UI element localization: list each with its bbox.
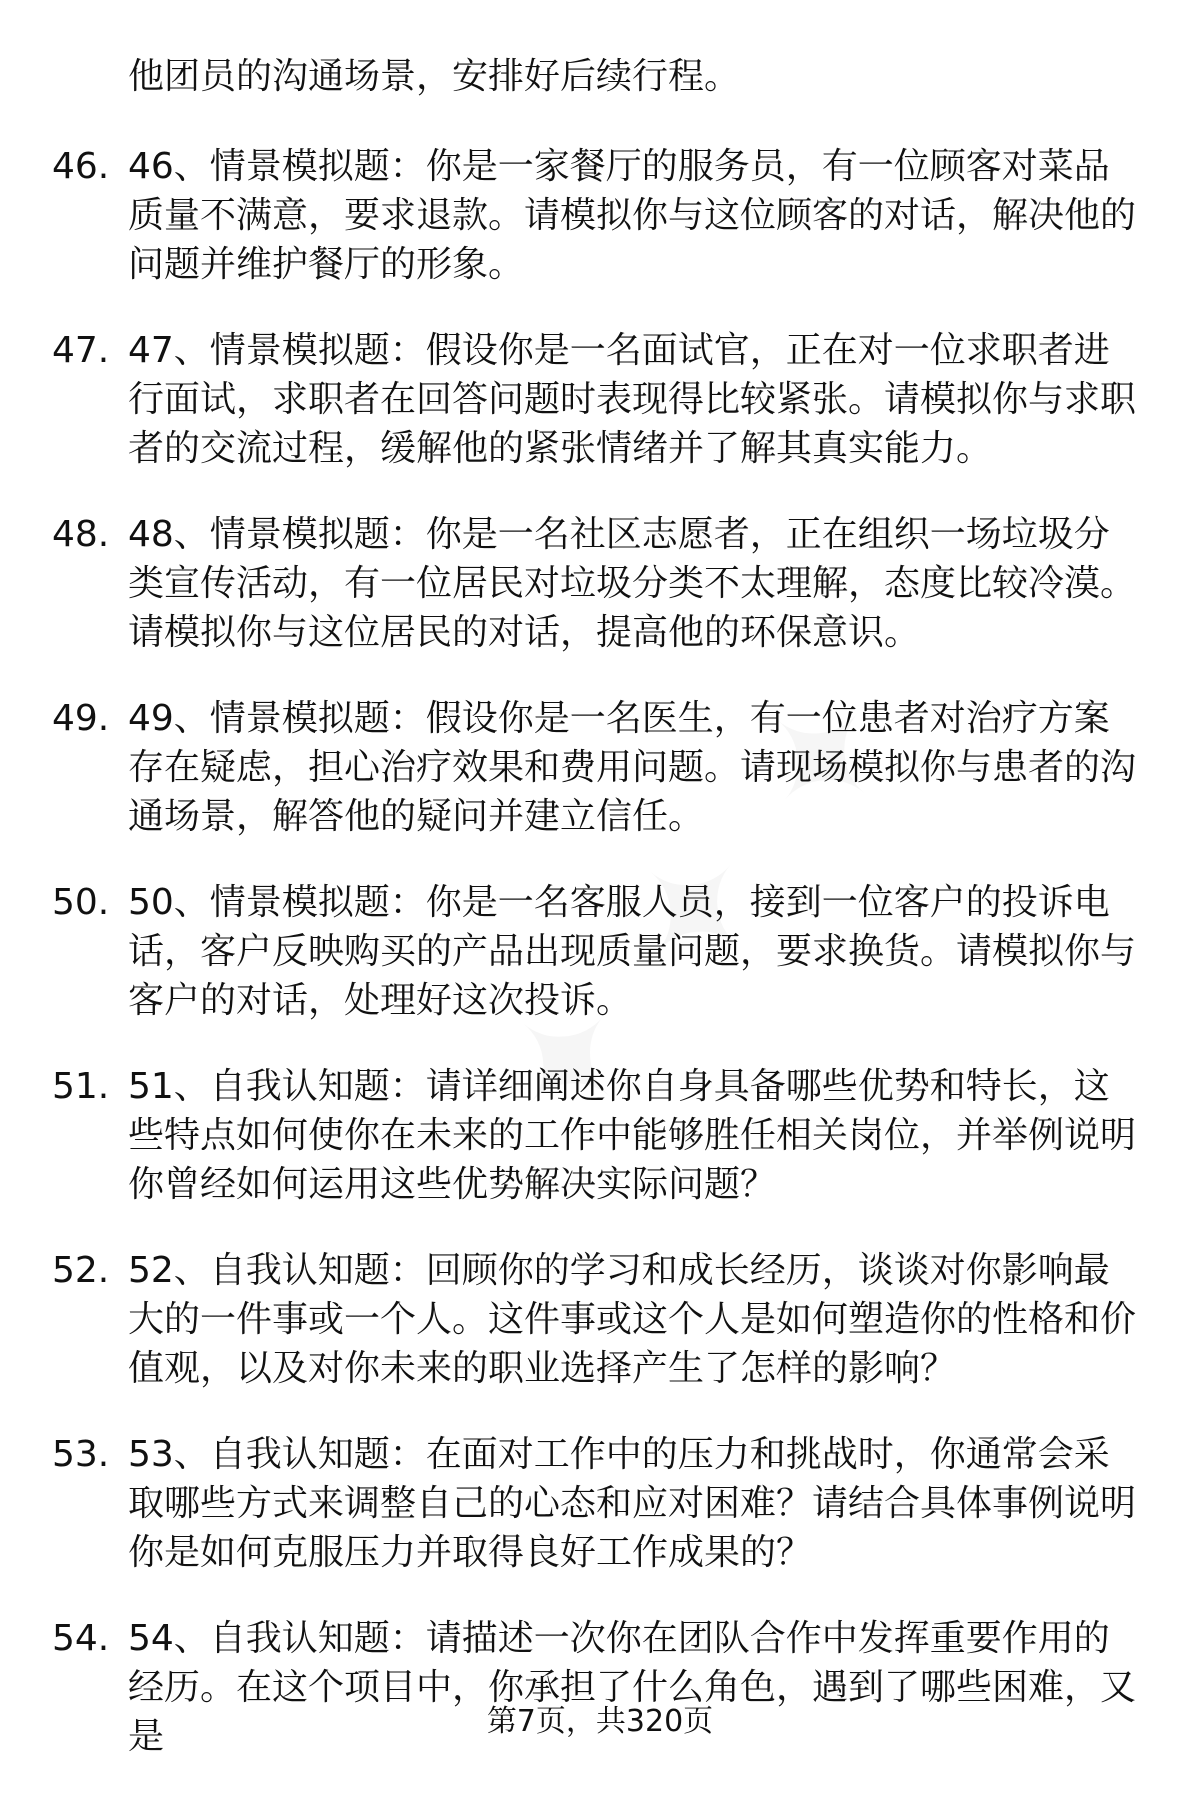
list-item-number: 50. [52, 882, 110, 923]
list-item-number: 54. [52, 1618, 110, 1659]
list-item-number: 46. [52, 146, 110, 187]
list-item [0, 694, 1200, 841]
list-item [0, 878, 1200, 1025]
list-item-text: 46、情景模拟题：你是一家餐厅的服务员，有一位顾客对菜品质量不满意，要求退款。请模拟你与这位顾客的对话，解决他的问题并维护餐厅的形象。 [128, 146, 1137, 285]
list-item-text: 49、情景模拟题：假设你是一名医生，有一位患者对治疗方案存在疑虑，担心治疗效果和费用问题。请现场模拟你与患者的沟通场景，解答他的疑问并建立信任。 [128, 698, 1137, 837]
list-item-text: 52、自我认知题：回顾你的学习和成长经历，谈谈对你影响最大的一件事或一个人。这件事或这个人是如何塑造你的性格和价值观，以及对你未来的职业选择产生了怎样的影响？ [128, 1250, 1137, 1389]
list-item-text: 50、情景模拟题：你是一名客服人员，接到一位客户的投诉电话，客户反映购买的产品出现质量问题，要求换货。请模拟你与客户的对话，处理好这次投诉。 [128, 882, 1137, 1021]
list-item-number: 52. [52, 1250, 110, 1291]
question-list [0, 142, 1200, 1798]
list-item [0, 510, 1200, 657]
list-item-text: 47、情景模拟题：假设你是一名面试官，正在对一位求职者进行面试，求职者在回答问题时表现得比较紧张。请模拟你与求职者的交流过程，缓解他的紧张情绪并了解其真实能力。 [128, 330, 1137, 469]
list-item-text: 48、情景模拟题：你是一名社区志愿者，正在组织一场垃圾分类宣传活动，有一位居民对垃圾分类不太理解，态度比较冷漠。请模拟你与这位居民的对话，提高他的环保意识。 [128, 514, 1137, 653]
list-item-number: 49. [52, 698, 110, 739]
list-item-number: 53. [52, 1434, 110, 1475]
list-item-number: 51. [52, 1066, 110, 1107]
list-item [0, 142, 1200, 289]
list-item [0, 326, 1200, 473]
list-item-number: 47. [52, 330, 110, 371]
list-item-text: 54、自我认知题：请描述一次你在团队合作中发挥重要作用的经历。在这个项目中，你承担了什么角色，遇到了哪些困难，又是 [128, 1618, 1137, 1757]
list-item [0, 1246, 1200, 1393]
page-footer: 第7页，共320页 [486, 1704, 714, 1739]
list-item-text: 51、自我认知题：请详细阐述你自身具备哪些优势和特长，这些特点如何使你在未来的工作中能够胜任相关岗位，并举例说明你曾经如何运用这些优势解决实际问题？ [128, 1066, 1137, 1205]
list-item-text: 53、自我认知题：在面对工作中的压力和挑战时，你通常会采取哪些方式来调整自己的心态和应对困难？请结合具体事例说明你是如何克服压力并取得良好工作成果的？ [128, 1434, 1137, 1573]
list-item-number: 48. [52, 514, 110, 555]
continuation-text: 他团员的沟通场景，安排好后续行程。 [128, 56, 741, 97]
list-item [0, 1430, 1200, 1577]
list-item [0, 1062, 1200, 1209]
